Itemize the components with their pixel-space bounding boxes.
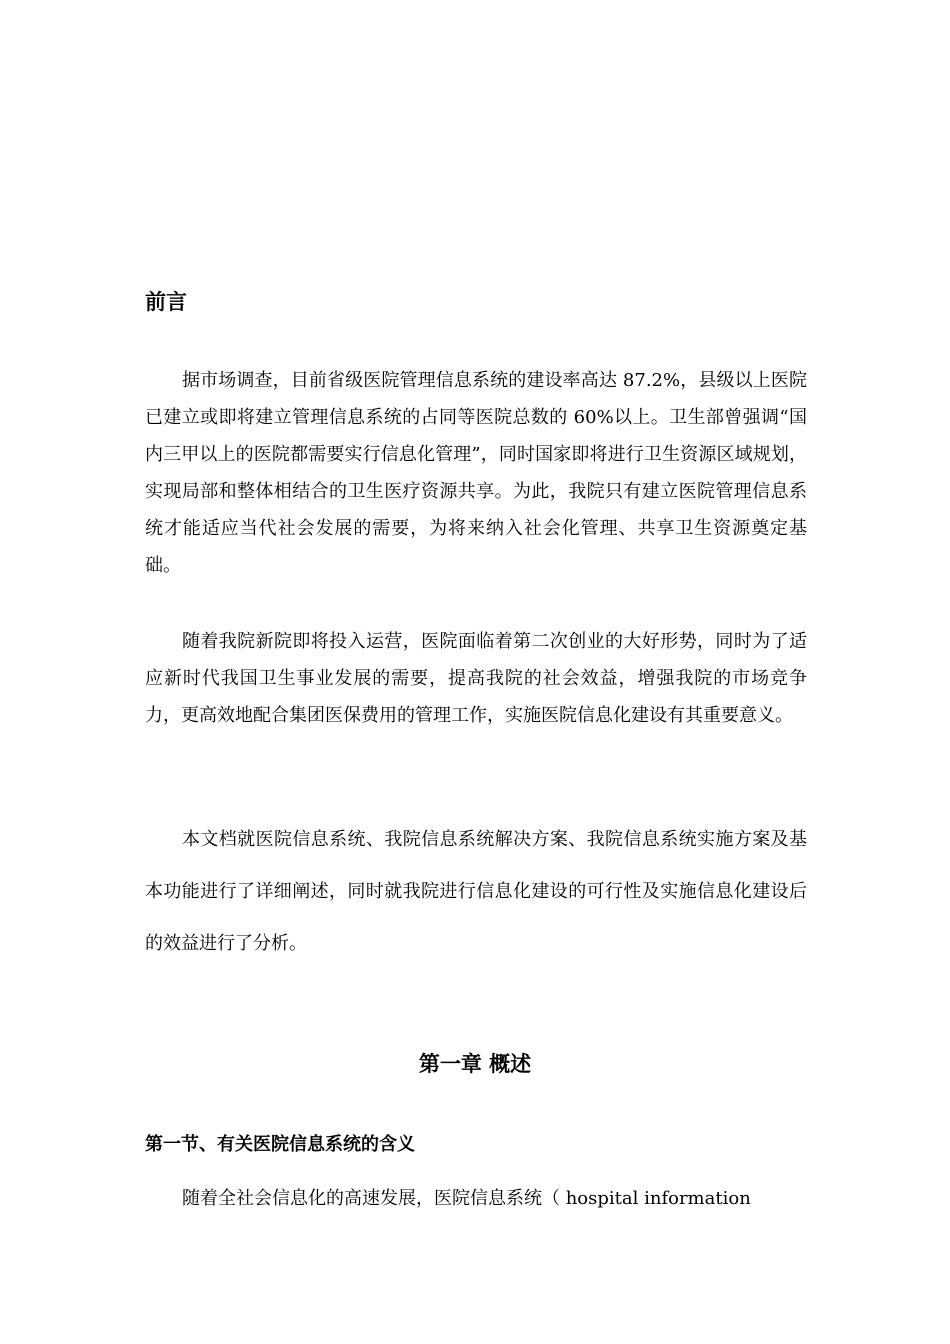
- section-paragraph: 随着全社会信息化的高速发展，医院信息系统（ hospital information: [182, 1188, 751, 1209]
- preface-paragraph-3: 本文档就医院信息系统、我院信息系统解决方案、我院信息系统实施方案及基本功能进行了详细阐述，同时就我院进行信息化建设的可行性及实施信息化建设后的效益进行了分析。: [145, 829, 807, 954]
- section-title: 第一节、有关医院信息系统的含义: [145, 1134, 415, 1155]
- chapter-title: 第一章 概述: [418, 1052, 532, 1076]
- preface-paragraph-1: 据市场调查，目前省级医院管理信息系统的建设率高达 87.2%，县级以上医院已建立或即将建立管理信息系统的占同等医院总数的 60%以上。卫生部曾强调“国内三甲以上的医院都需要实行信息化管理”，同时国家即将进行卫生资源区域规划，实现局部和整体相结合的卫生医疗资源共享。为此，我院只有建立医院管理信息系统才能适应当代社会发展的需要，为将来纳入社会化管理、共享卫生资源奠定基础。: [145, 370, 807, 576]
- preface-title: 前言: [145, 290, 187, 314]
- preface-paragraph-2: 随着我院新院即将投入运营，医院面临着第二次创业的大好形势，同时为了适应新时代我国卫生事业发展的需要，提高我院的社会效益，增强我院的市场竞争力，更高效地配合集团医保费用的管理工作，实施医院信息化建设有其重要意义。: [145, 631, 807, 726]
